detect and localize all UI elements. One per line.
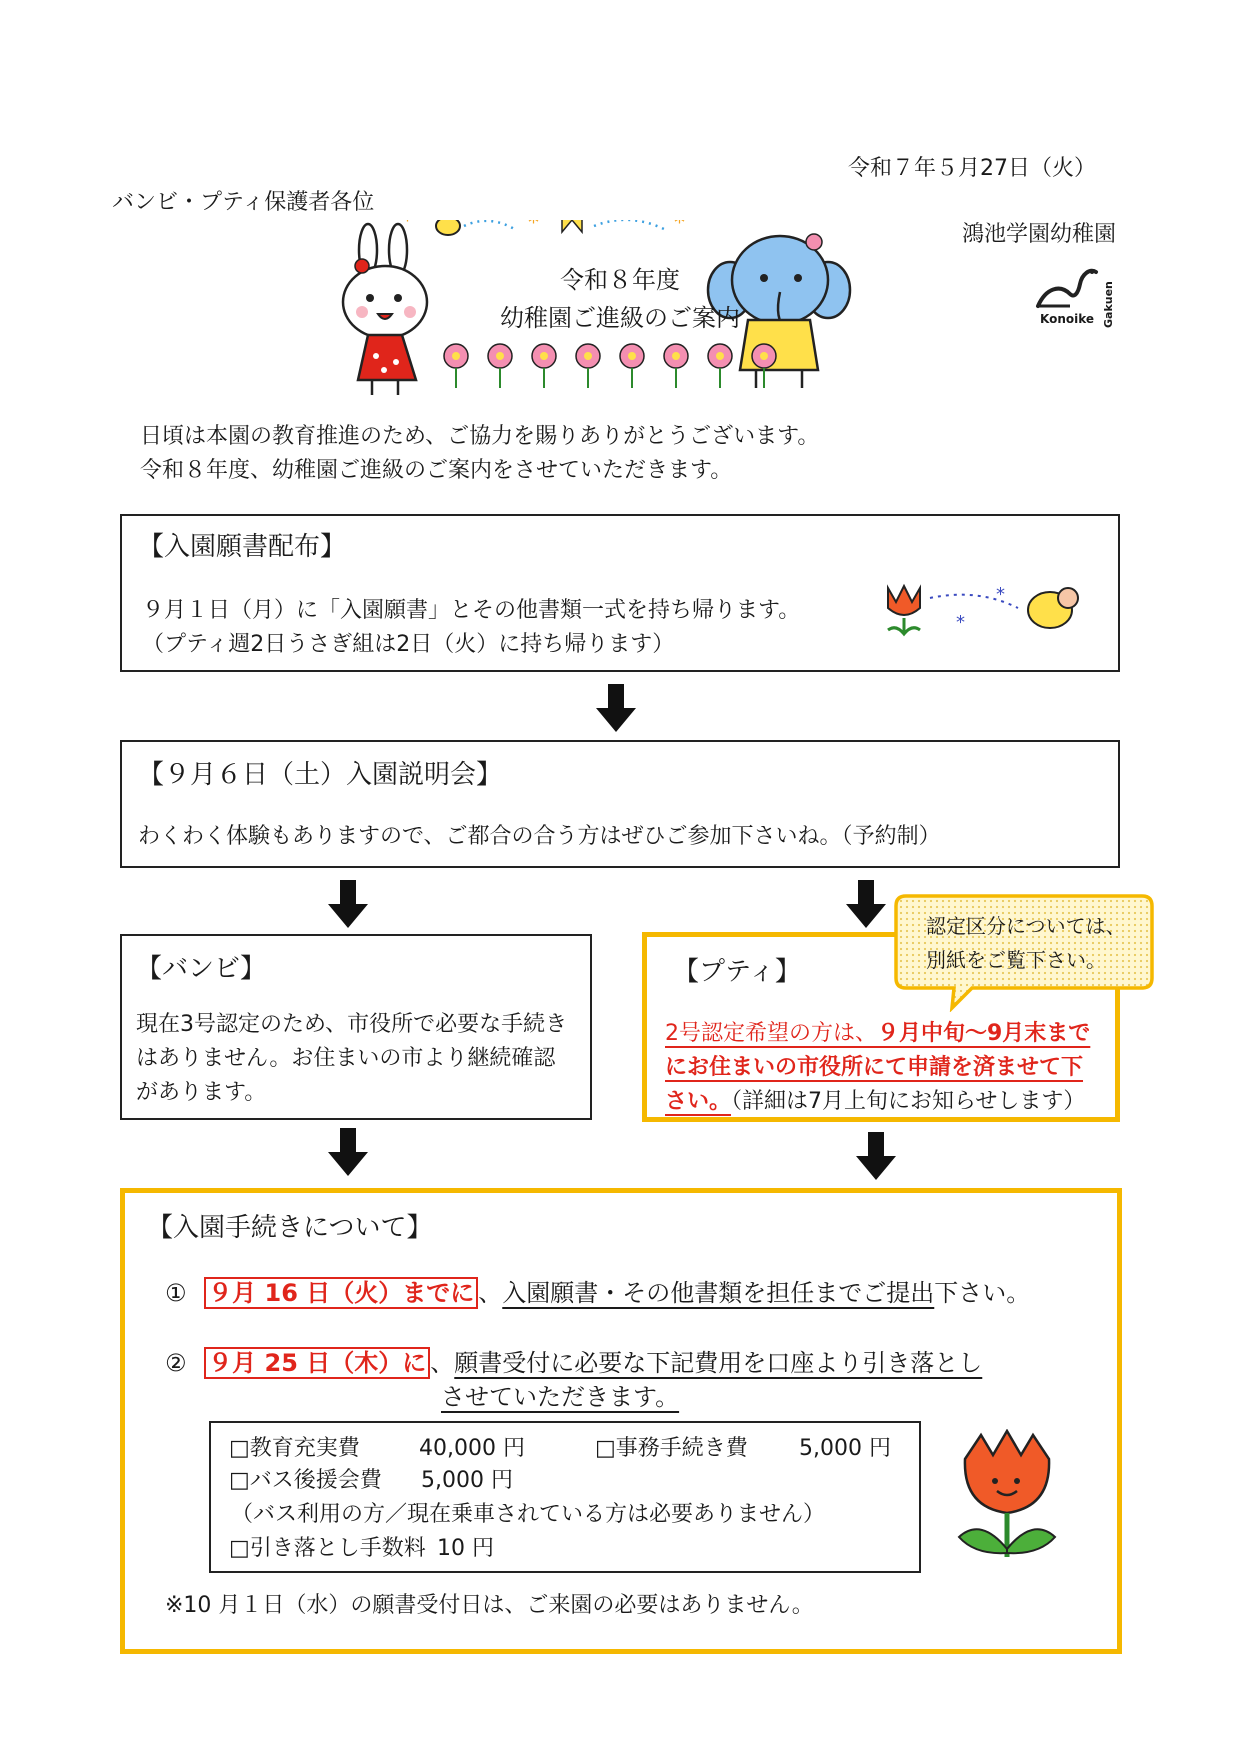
fee-3-value: 5,000 円 bbox=[421, 1468, 513, 1493]
logo-text-gakuen: Gakuen bbox=[1102, 281, 1115, 328]
fee-3-label: □バス後援会費 bbox=[229, 1468, 382, 1493]
note-bubble bbox=[892, 892, 1156, 996]
fee-1-value: 40,000 円 bbox=[419, 1436, 525, 1461]
fee-3-note: （バス利用の方／現在乗車されている方は必要ありません） bbox=[231, 1502, 826, 1527]
bambi-title: 【バンビ】 bbox=[136, 954, 267, 984]
procedure-title: 【入園手続きについて】 bbox=[147, 1213, 433, 1243]
bambi-line-3: があります。 bbox=[136, 1080, 267, 1105]
banner-title-line2: 幼稚園ご進級のご案内 bbox=[500, 304, 740, 332]
petit-line-1-b: ９月中旬～9月末まで bbox=[877, 1021, 1091, 1046]
petit-line-3-a: さい。 bbox=[665, 1089, 732, 1114]
down-arrow-icon bbox=[328, 1128, 368, 1178]
intro-line-2: 令和８年度、幼稚園ご進級のご案内をさせていただきます。 bbox=[140, 458, 733, 483]
down-arrow-icon bbox=[846, 880, 886, 930]
item-2-comma: 、 bbox=[430, 1349, 455, 1377]
petit-line-1 bbox=[665, 1017, 1090, 1050]
banner-title-line1: 令和８年度 bbox=[560, 266, 680, 294]
addressee: バンビ・プティ保護者各位 bbox=[112, 190, 375, 215]
application-distribution-title: 【入園願書配布】 bbox=[138, 532, 347, 562]
svg-text:*: * bbox=[996, 584, 1005, 605]
bambi-line-1: 現在3号認定のため、市役所で必要な手続き bbox=[136, 1012, 568, 1037]
school-name: 鴻池学園幼稚園 bbox=[962, 222, 1117, 247]
petit-line-1-a: 2号認定希望の方は、 bbox=[665, 1021, 877, 1046]
fee-4-label: □引き落とし手数料 bbox=[229, 1536, 426, 1561]
fee-2-value: 5,000 円 bbox=[799, 1436, 891, 1461]
fees-box bbox=[209, 1421, 921, 1573]
down-arrow-icon bbox=[328, 880, 368, 930]
item-2-date: ９月 25 日（木）に bbox=[204, 1347, 430, 1379]
application-distribution-line-1: ９月１日（月）に「入園願書」とその他書類一式を持ち帰ります。 bbox=[142, 598, 801, 623]
item-2-number: ② bbox=[165, 1349, 187, 1377]
fee-2-label: □事務手続き費 bbox=[595, 1436, 748, 1461]
procedure-item-2 bbox=[165, 1343, 982, 1378]
document-date: 令和７年５月27日（火） bbox=[848, 156, 1096, 181]
item-1-number: ① bbox=[165, 1279, 187, 1307]
svg-text:*: * bbox=[674, 220, 685, 236]
svg-text:*: * bbox=[528, 220, 539, 236]
bambi-box bbox=[120, 934, 592, 1120]
tulip-icon bbox=[951, 1429, 1061, 1569]
bambi-line-2: はありません。お住まいの市より継続確認 bbox=[136, 1046, 556, 1071]
orientation-box bbox=[120, 740, 1120, 868]
down-arrow-icon bbox=[596, 684, 636, 734]
svg-text:*: * bbox=[402, 220, 413, 234]
flower-row-icon bbox=[444, 344, 776, 388]
application-distribution-box bbox=[120, 514, 1120, 672]
bee-icon bbox=[436, 220, 460, 235]
petit-line-3 bbox=[665, 1085, 1085, 1118]
orientation-line-1: わくわく体験もありますので、ご都合の合う方はぜひご参加下さいね。（予約制） bbox=[138, 824, 941, 849]
bubble-line-1: 認定区分については、 bbox=[926, 914, 1126, 938]
orientation-title: 【９月６日（土）入園説明会】 bbox=[138, 760, 503, 790]
svg-text:*: * bbox=[956, 612, 965, 633]
down-arrow-icon bbox=[856, 1132, 896, 1182]
item-2-text: 願書受付に必要な下記費用を口座より引き落とし bbox=[454, 1349, 983, 1377]
intro-line-1: 日頃は本園の教育推進のため、ご協力を賜りありがとうございます。 bbox=[140, 424, 820, 449]
butterfly-icon bbox=[562, 220, 582, 232]
item-1-text: 入園願書・その他書類を担任までご提出 bbox=[502, 1279, 935, 1307]
logo-text-konoike: Konoike bbox=[1040, 312, 1095, 326]
fee-1-label: □教育充実費 bbox=[229, 1436, 360, 1461]
petit-line-3-b: （詳細は7月上旬にお知らせします） bbox=[731, 1089, 1086, 1114]
item-2-text-cont: させていただきます。 bbox=[441, 1383, 680, 1411]
petit-line-2: にお住まいの市役所にて申請を済ませて下 bbox=[665, 1055, 1084, 1080]
procedure-item-1 bbox=[165, 1273, 1030, 1308]
tulip-bee-icon bbox=[878, 568, 1088, 648]
application-distribution-line-2: （プティ週2日うさぎ組は2日（火）に持ち帰ります） bbox=[142, 632, 675, 657]
item-1-tail: 下さい。 bbox=[934, 1279, 1031, 1307]
school-logo bbox=[1030, 258, 1120, 328]
item-1-comma: 、 bbox=[478, 1279, 503, 1307]
procedure-note: ※10 月１日（水）の願書受付日は、ご来園の必要はありません。 bbox=[165, 1593, 814, 1618]
banner bbox=[340, 220, 900, 400]
petit-title: 【プティ】 bbox=[673, 957, 801, 987]
bubble-line-2: 別紙をご覧下さい。 bbox=[926, 948, 1106, 972]
procedure-box bbox=[120, 1188, 1122, 1654]
item-1-deadline: ９月 16 日（火）までに bbox=[204, 1277, 478, 1309]
fee-4-value: 10 円 bbox=[437, 1536, 494, 1561]
